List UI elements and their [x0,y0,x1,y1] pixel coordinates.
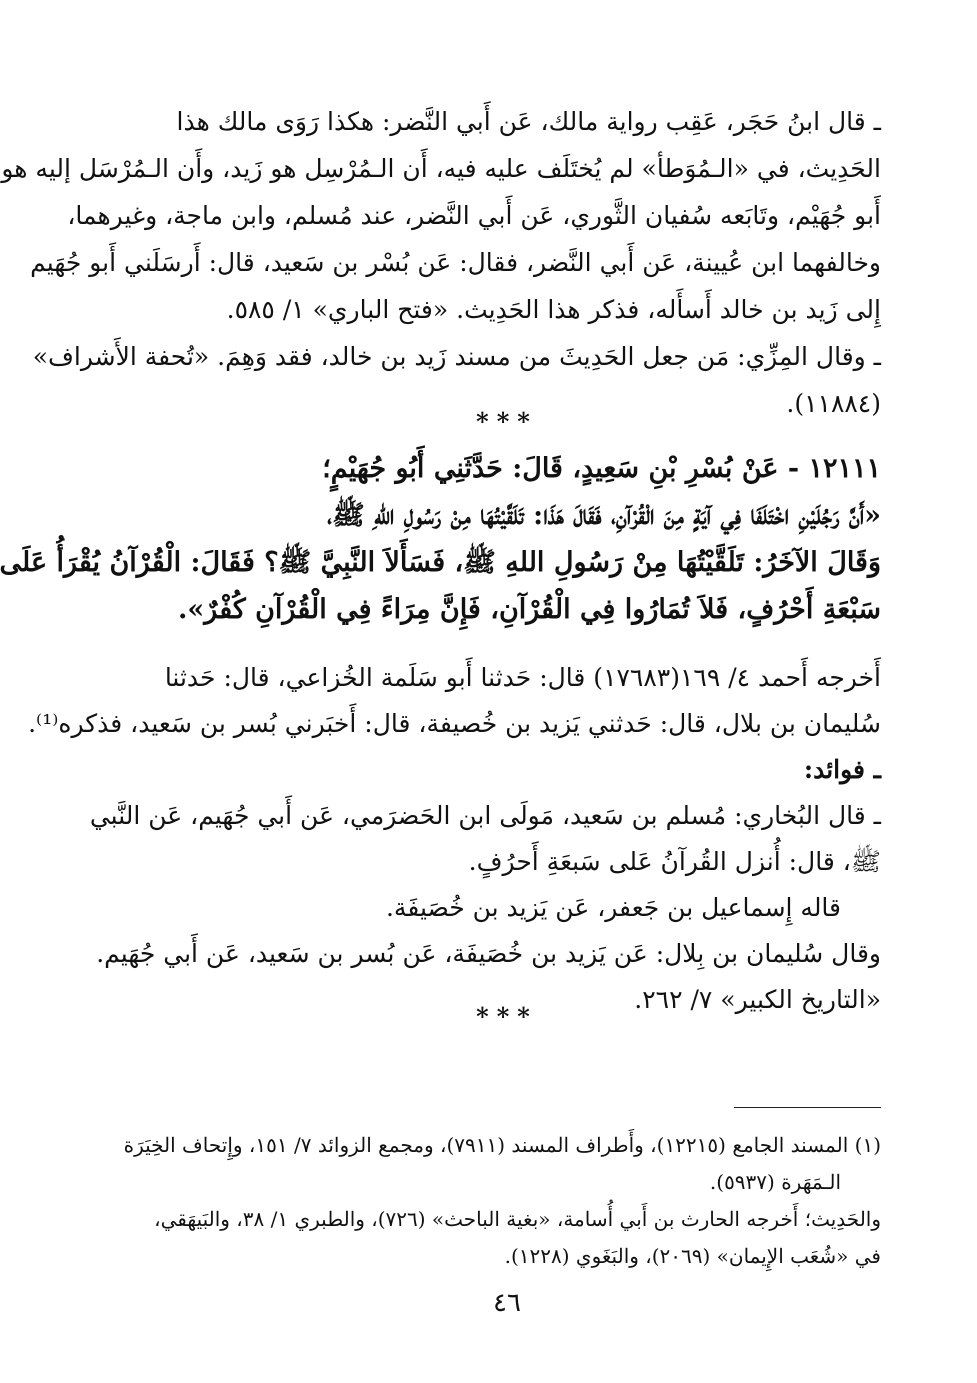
text-line: أَخرجه أَحمد ٤/ ١٦٩(١٧٦٨٣) قال: حَدثنا أَبو سَلَمة الخُزاعي، قال: حَدثنا [164,663,881,692]
section-separator: *** [476,407,538,436]
text-line: سُليمان بن بلال، قال: حَدثني يَزيد بن خُصيفة، قال: أَخبَرني بُسر بن سَعيد، فذكره⁽¹⁾. [28,709,881,738]
text-line: وَقَالَ الآخَرُ: تَلَقَّيْتُهَا مِنْ رَسُولِ اللهِ ﷺ، فَسَأَلاَ النَّبِيَّ ﷺ؟ فَقَالَ: الْقُرْآنُ يُقْرَأُ عَلَى [0,547,881,578]
text-line: قاله إِسماعيل بن جَعفر، عَن يَزيد بن خُصَيفَة. [385,893,841,922]
text-line: ـ قال البُخاري: مُسلم بن سَعيد، مَولَى ابن الحَضرَمي، عَن أَبي جُهَيم، عَن النَّبي [89,801,881,830]
footnote-line: والحَدِيث؛ أَخرجه الحارث بن أَبي أُسامة، «بغية الباحث» (٧٢٦)، والطبري ١/ ٣٨، والبَيهَقي، [154,1207,881,1231]
text-line: الحَدِيث، في «الـمُوَطأ» لم يُختَلَف عليه فيه، أَن الـمُرْسِل هو زَيد، وأَن الـمُرْسَل إليه هو [1,154,881,183]
intro-commentary [1,98,881,427]
text-line: وخالفهما ابن عُيينة، عَن أَبي النَّضر، فقال: عَن بُسْر بن سَعيد، قال: أَرسَلَني أَبو جُهَيم [30,248,881,277]
hadith-text [0,445,881,633]
section-separator: *** [476,1002,538,1031]
footnote-line: في «شُعَب الإِيمان» (٢٠٦٩)، والبَغَوي (١٢٢٨). [504,1244,881,1268]
text-line: «أَنَّ رَجُلَيْنِ اخْتَلَفَا فِي آيَةٍ مِنَ الْقُرْآنِ، فَقَالَ هَذَا: تَلَقَّيْتُهَا مِنْ رَسُولِ اللهِ ﷺ، [326,500,881,531]
hadith-heading: ١٢١١١ - عَنْ بُسْرِ بْنِ سَعِيدٍ، قَالَ: حَدَّثَنِي أَبُو جُهَيْمٍ؛ [322,453,881,484]
text-line: ـ وقال المِزِّي: مَن جعل الحَدِيثَ من مسند زَيد بن خالد، فقد وَهِمَ. «تُحفة الأَشراف» [32,342,881,371]
text-line: أَبو جُهَيْم، وتَابَعه سُفيان الثَّوري، عَن أَبي النَّضر، عند مُسلم، وابن ماجة، وغيرهما، [67,201,881,230]
page-number: ٤٦ [493,1288,521,1318]
footnote-line: الـمَهَرة (٥٩٣٧). [709,1170,841,1194]
takhrij-and-benefits [28,655,881,1023]
footnote-line: (١) المسند الجامع (١٢٢١٥)، وأَطراف المسند (٧٩١١)، ومجمع الزوائد ٧/ ١٥١، وإِتحاف الخِيَرَة [123,1133,881,1157]
benefits-heading: ـ فوائد: [803,755,881,784]
text-line: ﷺ، قال: أُنزل القُرآنُ عَلى سَبعَةِ أَحرُفٍ. [468,847,881,876]
text-line: سَبْعَةِ أَحْرُفٍ، فَلاَ تُمَارُوا فِي الْقُرْآنِ، فَإِنَّ مِرَاءً فِي الْقُرْآنِ كُفْرٌ». [178,594,881,625]
text-line: ـ قال ابنُ حَجَر، عَقِب رواية مالك، عَن أَبي النَّضر: هكذا رَوَى مالك هذا [176,107,881,136]
text-line: (١١٨٨٤). [786,389,881,418]
text-line: وقال سُليمان بن بِلال: عَن يَزيد بن خُصَيفَة، عَن بُسر بن سَعيد، عَن أَبي جُهَيم. [96,939,881,968]
footnote-divider [734,1107,881,1108]
text-line: إِلى زَيد بن خالد أَسأَله، فذكر هذا الحَدِيث. «فتح الباري» ١/ ٥٨٥. [226,295,881,324]
text-line: «التاريخ الكبير» ٧/ ٢٦٢. [634,985,881,1014]
footnotes [123,1127,881,1275]
